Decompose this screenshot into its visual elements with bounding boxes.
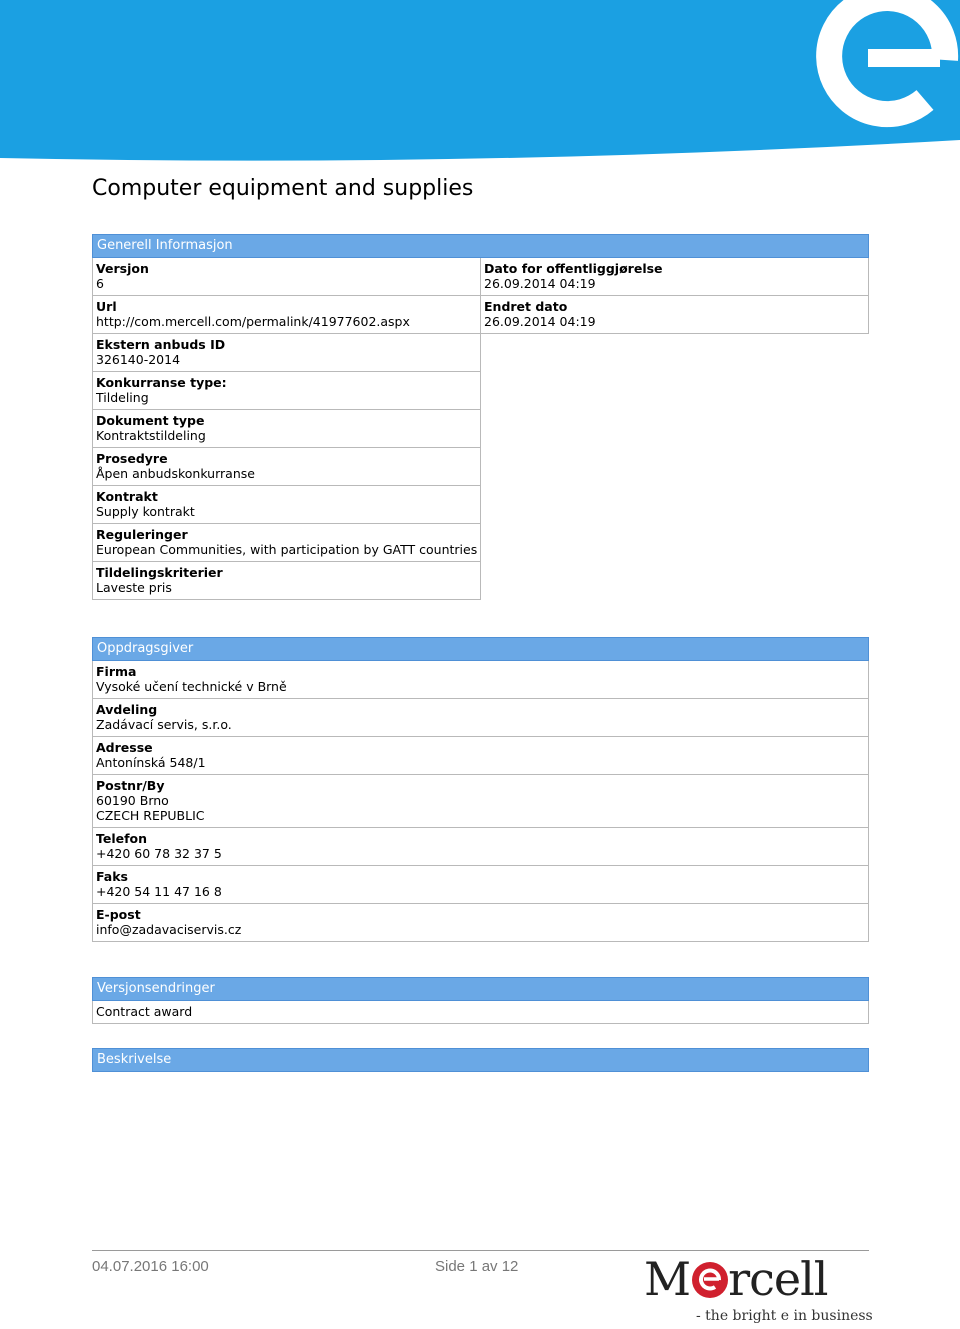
field-avdeling <box>92 699 869 737</box>
logo-text-left: M <box>644 1252 691 1306</box>
field-url <box>92 296 481 334</box>
version-changes-section <box>92 977 869 1024</box>
field-konkurranse-type <box>92 372 481 410</box>
field-ekstern-anbuds-id <box>92 334 481 372</box>
field-label: Postnr/By <box>96 778 165 793</box>
field-telefon <box>92 828 869 866</box>
field-label: Versjon <box>96 261 149 276</box>
field-value: Laveste pris <box>96 580 172 595</box>
buyer-section <box>92 637 869 942</box>
field-prosedyre <box>92 448 481 486</box>
field-value: Tildeling <box>96 390 149 405</box>
header-banner <box>0 0 960 165</box>
field-label: Adresse <box>96 740 153 755</box>
general-left-column <box>92 258 481 600</box>
field-dokument-type <box>92 410 481 448</box>
field-label: Avdeling <box>96 702 158 717</box>
field-dato-for-offentliggj-relse <box>481 258 869 296</box>
field-value: European Communities, with participation by GATT countries <box>96 542 478 557</box>
field-label: Ekstern anbuds ID <box>96 337 226 352</box>
field-label: Faks <box>96 869 128 884</box>
section-heading: Beskrivelse <box>92 1048 869 1072</box>
page-title: Computer equipment and supplies <box>92 176 474 201</box>
field-value: +420 54 11 47 16 8 <box>96 884 222 899</box>
field-value: Vysoké učení technické v Brně <box>96 679 287 694</box>
mercell-logo <box>644 1252 873 1329</box>
field-value: +420 60 78 32 37 5 <box>96 846 222 861</box>
field-value: 326140-2014 <box>96 352 181 367</box>
field-value: info@zadavaciservis.cz <box>96 922 242 937</box>
field-value: Zadávací servis, s.r.o. <box>96 717 232 732</box>
field-e-post <box>92 904 869 942</box>
description-section <box>92 1048 869 1072</box>
field-label: Konkurranse type: <box>96 375 227 390</box>
version-change-text: Contract award <box>92 1001 869 1024</box>
field-label: Firma <box>96 664 137 679</box>
footer-divider <box>92 1250 869 1251</box>
field-label: Dato for offentliggjørelse <box>484 261 663 276</box>
field-reguleringer <box>92 524 481 562</box>
general-info-section <box>92 234 869 600</box>
field-label: Prosedyre <box>96 451 168 466</box>
field-value: 6 <box>96 276 104 291</box>
field-versjon <box>92 258 481 296</box>
page-number: Side 1 av 12 <box>435 1258 519 1275</box>
field-value: Supply kontrakt <box>96 504 195 519</box>
field-value: 26.09.2014 04:19 <box>484 276 596 291</box>
field-label: Kontrakt <box>96 489 158 504</box>
section-heading: Versjonsendringer <box>92 977 869 1001</box>
section-heading: Oppdragsgiver <box>92 637 869 661</box>
field-firma <box>92 661 869 699</box>
field-label: Reguleringer <box>96 527 188 542</box>
field-label: Endret dato <box>484 299 568 314</box>
field-label: Dokument type <box>96 413 205 428</box>
field-adresse <box>92 737 869 775</box>
field-tildelingskriterier <box>92 562 481 600</box>
field-label: E-post <box>96 907 141 922</box>
field-label: Tildelingskriterier <box>96 565 223 580</box>
field-label: Url <box>96 299 117 314</box>
field-value: Åpen anbudskonkurranse <box>96 466 255 481</box>
logo-e-icon <box>692 1262 728 1298</box>
field-value: 26.09.2014 04:19 <box>484 314 596 329</box>
field-value: Kontraktstildeling <box>96 428 206 443</box>
logo-text-right: rcell <box>728 1252 828 1306</box>
field-endret-dato <box>481 296 869 334</box>
field-kontrakt <box>92 486 481 524</box>
section-heading: Generell Informasjon <box>92 234 869 258</box>
field-value: Antonínská 548/1 <box>96 755 206 770</box>
field-value: 60190 Brno CZECH REPUBLIC <box>96 793 205 823</box>
field-postnr-by <box>92 775 869 828</box>
footer-date: 04.07.2016 16:00 <box>92 1258 209 1275</box>
general-right-column <box>481 258 869 600</box>
field-value: http://com.mercell.com/permalink/41977602.aspx <box>96 314 410 329</box>
field-label: Telefon <box>96 831 148 846</box>
buyer-fields <box>92 661 869 942</box>
logo-tagline: - the bright e in business <box>696 1308 873 1324</box>
field-faks <box>92 866 869 904</box>
